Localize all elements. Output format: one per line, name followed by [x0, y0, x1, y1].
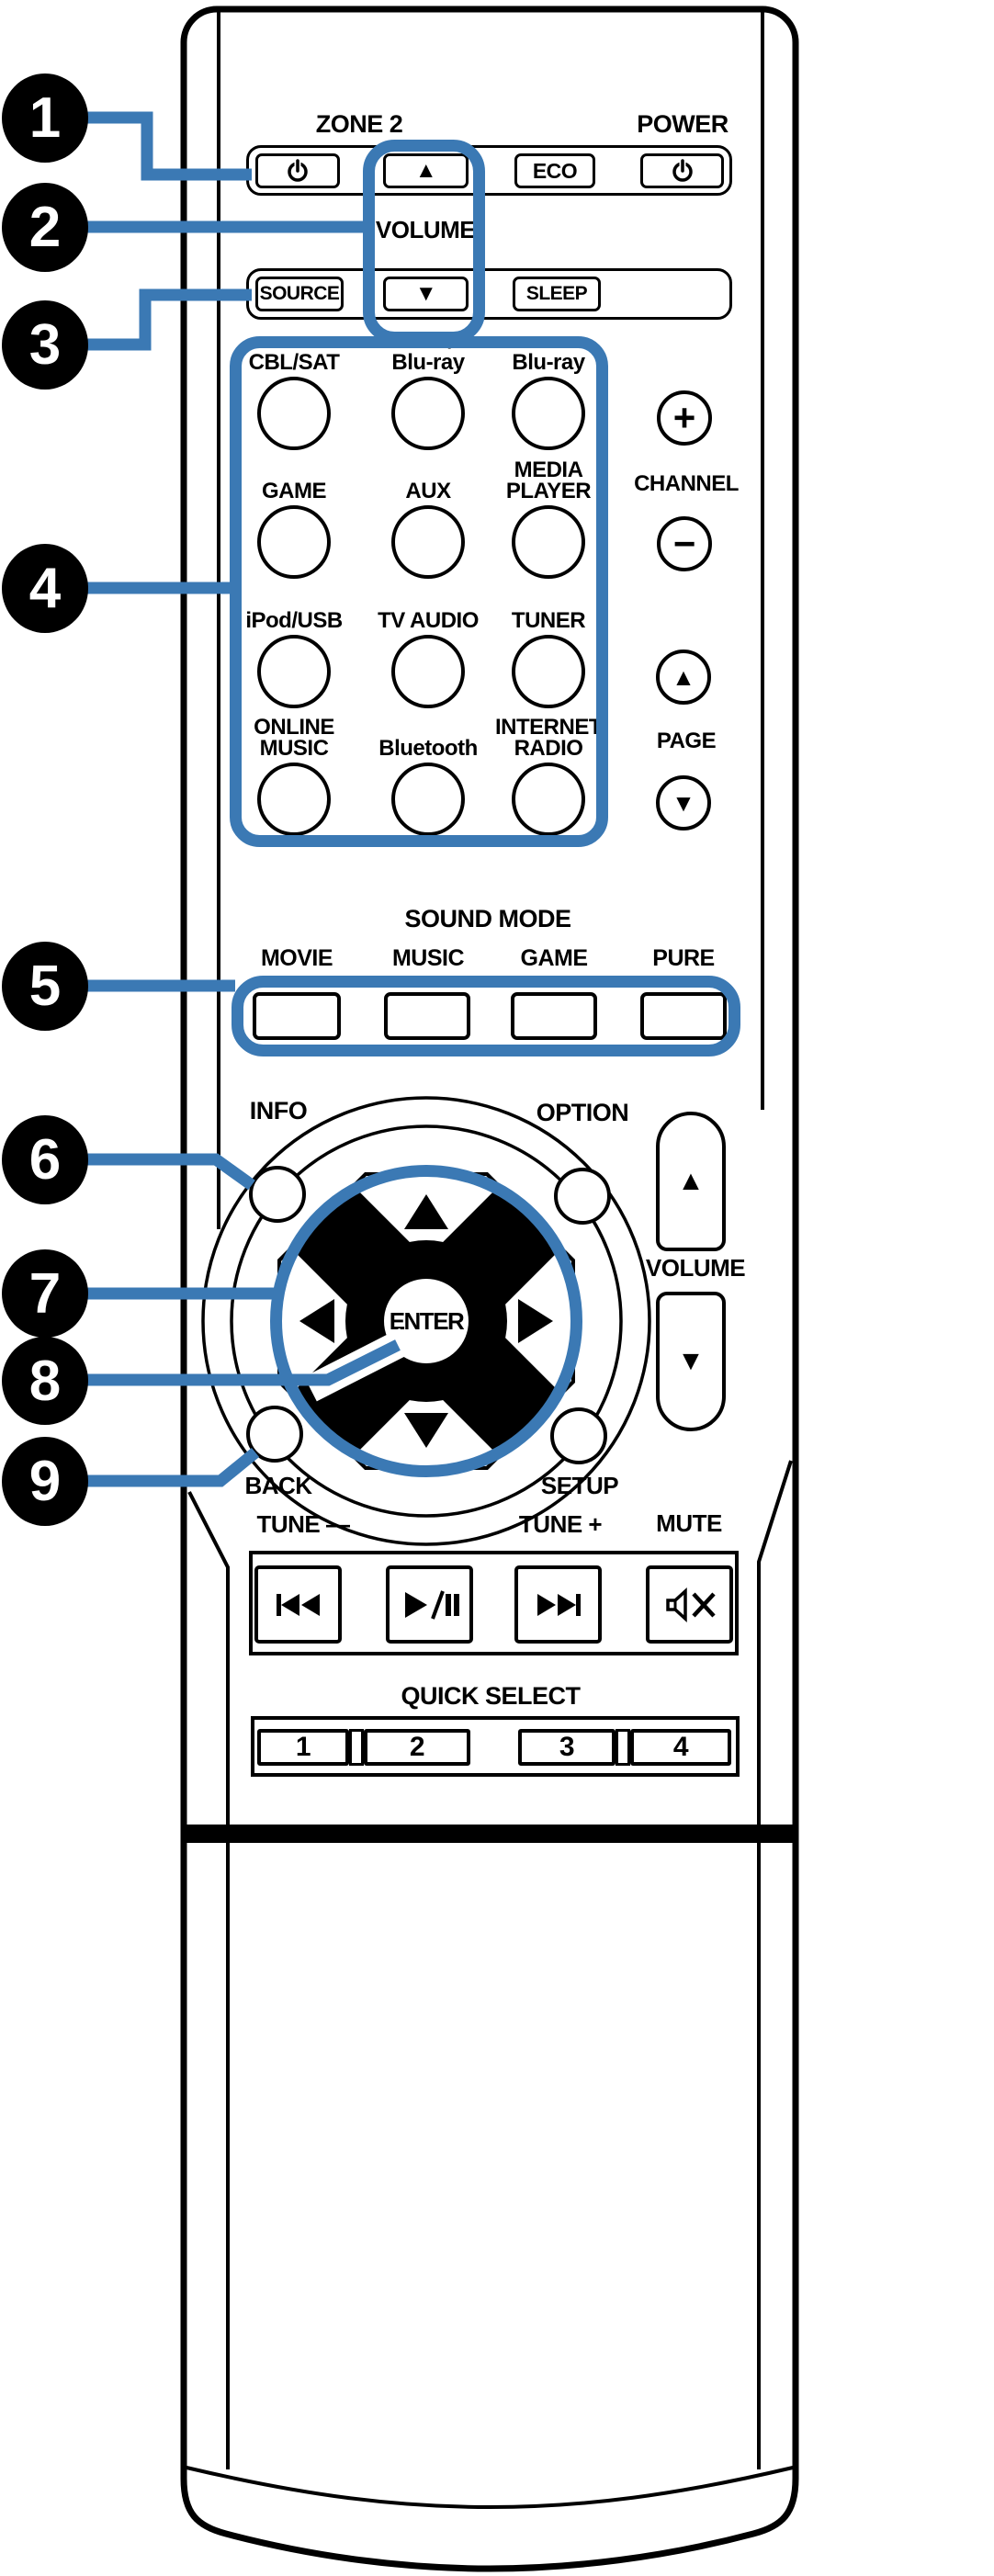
sound-mode-title: SOUND MODE [404, 904, 571, 932]
movie-button[interactable] [253, 992, 341, 1040]
music-button[interactable] [384, 992, 470, 1040]
source-label-bluetooth: Bluetooth [378, 736, 478, 761]
zone2-power-button[interactable] [255, 153, 340, 188]
option-button[interactable] [554, 1168, 611, 1225]
power-icon [671, 159, 695, 184]
source-label-aux: AUX [405, 479, 451, 503]
skip-forward-button[interactable] [514, 1565, 602, 1644]
source-label-blu-ray: Blu-ray [512, 350, 585, 375]
source-label-media-player: MEDIA PLAYER [505, 458, 592, 503]
play-pause-icon [400, 1587, 460, 1623]
page-label: PAGE [656, 729, 717, 753]
quick-select-3-button[interactable]: 3 [518, 1729, 616, 1766]
callout-2-badge: 2 [2, 183, 88, 272]
pure-button[interactable] [640, 992, 727, 1040]
enter-button-label[interactable]: ENTER [389, 1306, 464, 1335]
channel-minus-button[interactable]: − [657, 516, 712, 571]
setup-label: SETUP [540, 1471, 619, 1499]
mute-speaker-icon [661, 1585, 719, 1625]
page-up-button[interactable]: ▲ [656, 650, 711, 705]
info-button[interactable] [249, 1166, 306, 1223]
sleep-button[interactable]: SLEEP [513, 277, 601, 311]
option-label: OPTION [536, 1098, 629, 1126]
channel-label: CHANNEL [634, 471, 739, 496]
media-player-button[interactable] [512, 505, 585, 579]
tune-plus-label: TUNE + [518, 1509, 603, 1538]
source-label-ipod-usb: iPod/USB [245, 608, 343, 633]
back-label: BACK [244, 1471, 312, 1499]
volume-up-button[interactable]: ▲ [383, 153, 469, 188]
source-label-online-music: ONLINE MUSIC [254, 715, 334, 761]
channel-plus-button[interactable]: + [657, 390, 712, 446]
main-power-button[interactable] [640, 153, 724, 188]
main-volume-up-button[interactable]: ▲ [656, 1112, 726, 1251]
info-label: INFO [249, 1096, 308, 1124]
tv-audio-button[interactable] [391, 635, 465, 708]
tune-minus-label: TUNE — [256, 1509, 350, 1538]
source-label-internet-radio: INTERNET RADIO [495, 715, 602, 761]
skip-forward-icon [529, 1587, 588, 1623]
power-icon [286, 159, 310, 184]
mute-label: MUTE [656, 1508, 722, 1537]
back-button[interactable] [246, 1406, 303, 1463]
tuner-button[interactable] [512, 635, 585, 708]
online-music-button[interactable] [257, 763, 331, 836]
sound-mode-label-game: GAME [520, 944, 588, 971]
ipod-usb-button[interactable] [257, 635, 331, 708]
callout-3-badge: 3 [2, 300, 88, 390]
game-mode-button[interactable] [511, 992, 597, 1040]
shell-divider-band [186, 1825, 793, 1843]
callout-7-badge: 7 [2, 1249, 88, 1338]
source-button[interactable]: SOURCE [255, 277, 344, 311]
quick-select-2-button[interactable]: 2 [364, 1729, 470, 1766]
sound-mode-label-movie: MOVIE [260, 944, 333, 971]
cbl-sat-button[interactable] [257, 377, 331, 450]
skip-back-icon [269, 1587, 328, 1623]
source-label-dvd-blu-ray: DVD/ Blu-ray [391, 329, 465, 375]
callout-1-badge: 1 [2, 73, 88, 163]
quick-select-connector [616, 1729, 630, 1766]
power-title: POWER [637, 109, 729, 138]
quick-select-4-button[interactable]: 4 [630, 1729, 731, 1766]
callout-4-badge: 4 [2, 544, 88, 633]
main-volume-label: VOLUME [645, 1253, 746, 1282]
eco-button[interactable]: ECO [514, 153, 595, 188]
dvd-blu-ray-button[interactable] [391, 377, 465, 450]
sound-mode-label-pure: PURE [652, 944, 715, 971]
volume-rocker-label: VOLUME [375, 215, 476, 243]
aux-button[interactable] [391, 505, 465, 579]
quick-select-title: QUICK SELECT [401, 1681, 581, 1710]
mute-button[interactable] [646, 1565, 733, 1644]
skip-back-button[interactable] [254, 1565, 342, 1644]
source-label-tuner: TUNER [511, 608, 586, 633]
page-down-button[interactable]: ▼ [656, 775, 711, 830]
setup-button[interactable] [550, 1407, 607, 1464]
volume-down-button[interactable]: ▼ [383, 277, 469, 311]
internet-radio-button[interactable] [512, 763, 585, 836]
bluetooth-button[interactable] [391, 763, 465, 836]
zone2-title: ZONE 2 [315, 109, 403, 138]
callout-9-badge: 9 [2, 1437, 88, 1526]
callout-8-badge: 8 [2, 1337, 88, 1425]
source-label-tv-audio: TV AUDIO [378, 608, 479, 633]
source-label-cbl-sat: CBL/SAT [248, 350, 340, 375]
play-pause-button[interactable] [386, 1565, 473, 1644]
source-label-game: GAME [262, 479, 326, 503]
quick-select-connector [349, 1729, 364, 1766]
blu-ray-button[interactable] [512, 377, 585, 450]
callout-5-badge: 5 [2, 942, 88, 1031]
game-button[interactable] [257, 505, 331, 579]
main-volume-down-button[interactable]: ▼ [656, 1292, 726, 1431]
sound-mode-label-music: MUSIC [391, 944, 465, 971]
quick-select-1-button[interactable]: 1 [257, 1729, 349, 1766]
callout-6-badge: 6 [2, 1115, 88, 1204]
